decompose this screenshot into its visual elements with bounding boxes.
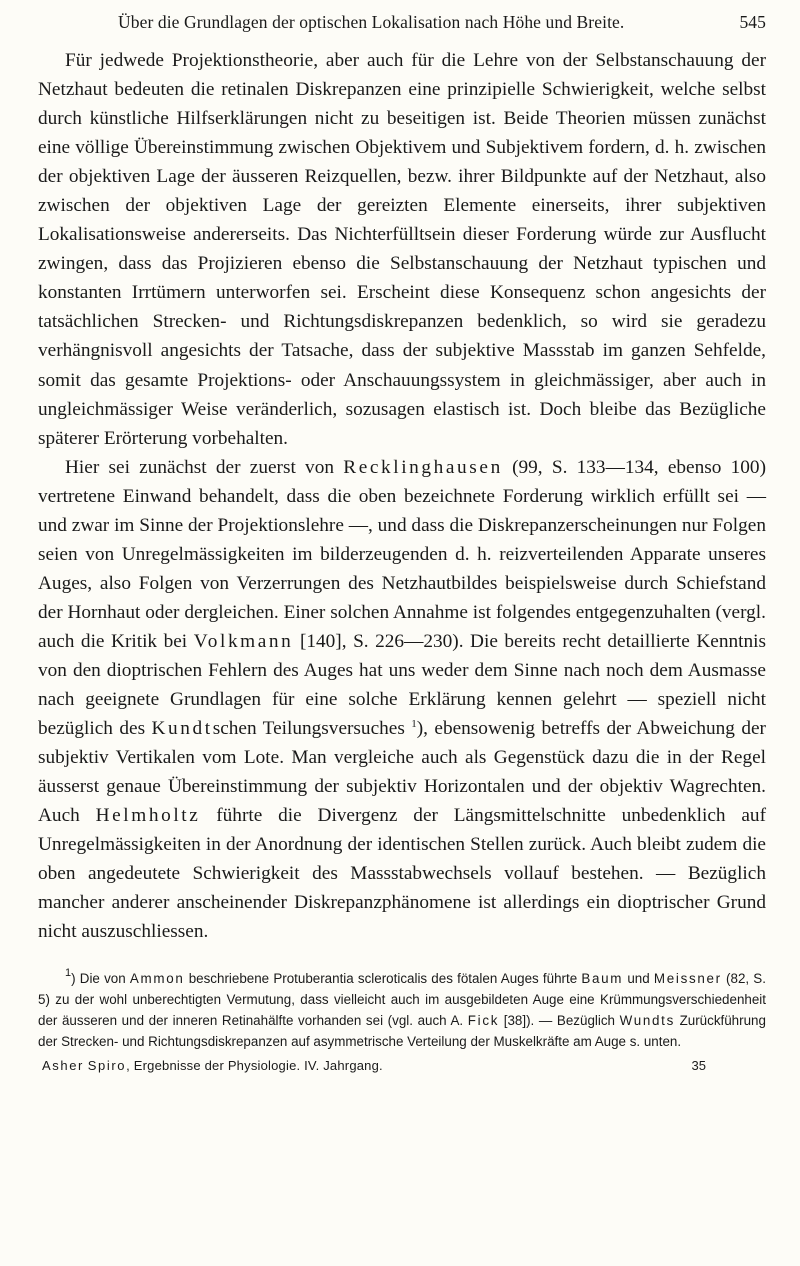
source-author: Asher <box>42 1058 84 1074</box>
footnote-reference[interactable]: 1 <box>411 718 417 731</box>
sheet-signature: 35 <box>691 1058 706 1074</box>
author-name-recklinghausen: Recklinghausen <box>343 456 503 478</box>
paragraph-2 <box>38 453 766 947</box>
footnote-text-f: Zurückführung der Strecken- und Richtungsdiskrepanzen auf asymmetrische Verteilung der Muskelkräfte am Auge s. unten. <box>38 1013 766 1050</box>
author-name-volkmann: Volkmann <box>193 630 294 652</box>
footnote-name-baum: Baum <box>581 971 624 987</box>
paragraph-2-text-d: schen Teilungsversuches <box>212 718 405 740</box>
paragraph-2-text-f: führte die Divergenz der Längsmittelschnitte unbedenklich auf Unregelmässigkeiten in der Anordnung der identischen Stellen zurück. Auch bleibt zudem die oben angedeutete Schwierigkeit des Massstabwechsels vollauf bestehen. — Bezüglich mancher anderer anscheinender Diskrepanzphänomene ist allerdings ein dioptrischer Grund nicht auszuschliessen. <box>38 805 766 943</box>
source-line <box>42 1058 383 1073</box>
author-name-helmholtz: Helmholtz <box>95 805 201 827</box>
footnote-marker: 1 <box>65 967 72 980</box>
footnote-text-a: ) Die von <box>71 971 126 987</box>
author-name-kundt: Kundt <box>151 718 213 740</box>
footnote-text-e: [38]). — Bezüglich <box>503 1013 615 1029</box>
page-footer <box>38 1058 766 1073</box>
footnote-text-d: (82, S. 5) zu der wohl unberechtigten Vermutung, dass vielleicht auch im ausgebildeten Auge eine Krümmungsverschiedenheit der äusseren und der inneren Retinahälfte vorhanden sei (vgl. auch A. <box>38 971 766 1029</box>
paragraph-2-text-b: (99, S. 133—134, ebenso 100) vertretene Einwand behandelt, dass die oben bezeichnete Forderung wirklich erfüllt sei — und zwar im Sinne der Projektionslehre —, und dass die Diskrepanzerscheinungen nur Folgen seien von Unregelmässigkeiten im bilderzeugenden d. h. reizverteilenden Apparate unseres Auges, also Folgen von Verzerrungen des Netzhautbildes beispielsweise durch Schiefstand der Hornhaut oder dergleichen. Einer solchen Annahme ist folgendes entgegenzuhalten (vergl. auch die Kritik bei <box>38 456 766 652</box>
footnote-name-wundt: Wundts <box>619 1013 675 1029</box>
footnotes <box>38 968 766 1052</box>
footnote-name-ammon: Ammon <box>129 971 185 987</box>
footnote-text-b: beschriebene Protuberantia scleroticalis des fötalen Auges führte <box>188 971 578 987</box>
source-author-2: Spiro <box>87 1058 127 1074</box>
footnote-name-fick: Fick <box>467 1013 500 1029</box>
paragraph-1: Für jedwede Projektionstheorie, aber auch für die Lehre von der Selbstanschauung der Netzhaut bedeuten die retinalen Diskrepanzen eine prinzipielle Schwierigkeit, welche selbst durch künstliche Hilfserklärungen nicht zu beseitigen ist. Beide Theorien müssen zunächst eine völlige Übereinstimmung zwischen Objektivem und Subjektivem fordern, d. h. zwischen der objektiven Lage der äusseren Reizquellen, bezw. ihrer Bildpunkte auf der Netzhaut, also zwischen der objektiven Lage der gereizten Elemente einerseits, ihrer subjektiven Lokalisationsweise andererseits. Das Nichterfülltsein dieser Forderung würde zur Ausflucht zwingen, dass das Projizieren ebenso die Selbstanschauung der Netzhaut typischen und konstanten Irrtümern unterworfen sei. Erscheint diese Konsequenz schon angesichts der tatsächlichen Strecken- und Richtungsdiskrepanzen bedenklich, so wird sie geradezu verhängnisvoll angesichts der Tatsache, dass der subjektive Massstab im ganzen Sehfelde, somit das gesamte Projektions- oder Anschauungssystem in gleichmässiger, aber auch in ungleichmässiger Weise veränderlich, sozusagen elastisch ist. Doch bleibe das Bezügliche späterer Erörterung vorbehalten. <box>38 50 766 449</box>
main-text <box>38 46 766 946</box>
paragraph-2-text-a: Hier sei zunächst der zuerst von <box>65 456 334 478</box>
paragraph-2-text-e: ), ebensowenig betreffs der Abweichung der subjektiv Vertikalen vom Lote. Man vergleiche auch als Gegenstück dazu die in der Regel äusserst genaue Übereinstimmung der subjektiv Horizontalen und der objektiv Wagrechten. Auch <box>38 718 766 827</box>
footnote-name-meissner: Meissner <box>653 971 722 987</box>
footnote-1 <box>38 968 766 1052</box>
book-page <box>38 12 766 1073</box>
source-title: , Ergebnisse der Physiologie. IV. Jahrgang. <box>126 1058 383 1074</box>
page-number: 545 <box>739 12 766 32</box>
footnote-text-c: und <box>627 971 650 987</box>
running-title: Über die Grundlagen der optischen Lokalisation nach Höhe und Breite. <box>118 12 625 32</box>
running-head <box>38 12 766 42</box>
paragraph-2-text-c: [140], S. 226—230). Die bereits recht detaillierte Kenntnis von den dioptrischen Fehlern des Auges hat uns weder dem Sinne nach noch dem Ausmasse nach geeignete Grundlagen für eine solche Erklärung kennen gelehrt — speziell nicht bezüglich des <box>38 630 766 740</box>
